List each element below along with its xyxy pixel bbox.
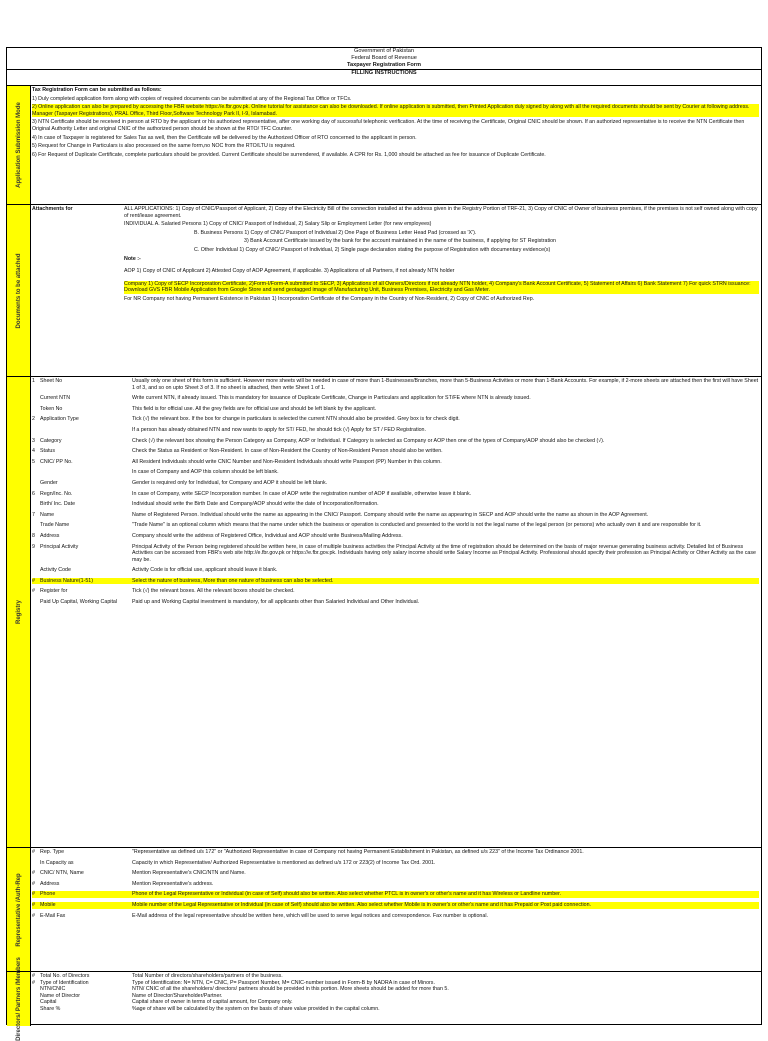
row-number: 2 bbox=[32, 416, 35, 423]
instruction-row bbox=[32, 588, 759, 595]
instruction-row bbox=[32, 993, 759, 1000]
row-number bbox=[32, 860, 40, 867]
row-text: All Resident Individuals should write CNIC Number and Non-Resident Individuals should write Passport (PP) Number in this column. bbox=[132, 458, 442, 465]
row-text: Principal Activity of the Person being registered should be written here, in case of multiple business activities the Principal Activity at the time of registration should be determined on the basis of major revenue generating business activity. Detailed list of Business Activities can be accessed from FBR's web site http://e.fbr.gov.pk or https://e.fbr.gov.pk. Individuals having only salary income should write Salary Income as Principal Activity. Professional should specify their profession as Principal Activity or Other Activity as the case may be. bbox=[132, 543, 756, 563]
row-text: This field is for official use. All the grey fields are for official use and should be left blank by the applicant. bbox=[132, 405, 377, 412]
row-label: Share % bbox=[40, 1005, 61, 1012]
row-number: # bbox=[32, 973, 35, 979]
instruction-row bbox=[32, 395, 759, 402]
instruction-row bbox=[32, 902, 759, 909]
row-text: Mention Representative's CNIC/NTN and Name. bbox=[132, 870, 246, 877]
row-label: Address bbox=[40, 880, 60, 887]
row-text: Mobile number of the Legal Representative or Individual (in case of Self) should also be written. Also select whether Mobile is in owner's or other's name and it has Prepaid or Post paid connection. bbox=[132, 902, 759, 909]
doc-individual-b: B. Business Persons 1) Copy of CNIC/ Passport of Individual 2) One Page of Business Letter Head Pad (crossed as 'X'). bbox=[194, 229, 477, 236]
instruction-row bbox=[32, 860, 759, 867]
instructions-heading: FILLING INSTRUCTIONS bbox=[7, 69, 761, 77]
section-directors bbox=[7, 957, 761, 1041]
row-label: Address bbox=[40, 532, 60, 539]
row-label: CNIC/ PP No. bbox=[40, 458, 73, 465]
instruction-row bbox=[32, 501, 759, 508]
row-label: Total No. of Directors bbox=[40, 973, 90, 979]
row-label: Register for bbox=[40, 588, 68, 595]
instruction-row bbox=[32, 378, 759, 391]
header-line2: Federal Board of Revenue bbox=[351, 55, 417, 61]
row-text: Select the nature of business, More than one nature of business can also be selected. bbox=[132, 578, 759, 585]
row-text: "Trade Name" is an optional column which means that the name under which the business or operation is conducted and presented to the world is not the legal name of the legal person (or persons) who actually own it and are responsible for it. bbox=[132, 522, 702, 529]
row-number: 5 bbox=[32, 458, 35, 465]
row-label: Business Nature(1-51) bbox=[40, 578, 132, 585]
instruction-row bbox=[32, 416, 759, 423]
row-number bbox=[32, 999, 40, 1006]
row-number bbox=[32, 1006, 40, 1013]
row-number bbox=[32, 599, 40, 606]
row-text: "Representative as defined u/s 172" or "Authorized Representative in case of Company not having Permanent Establishment in Pakistan, as defined u/s 223" of the Income Tax Ordinance 2001. bbox=[132, 849, 584, 855]
instruction-row bbox=[32, 522, 759, 529]
row-number: 6 bbox=[32, 490, 35, 497]
row-text: Write current NTN, if already issued. This is mandatory for issuance of Duplicate Certificate, Change in Particulars and application for ST/FE where NTN is already issued. bbox=[132, 395, 531, 402]
row-number: 1 bbox=[32, 378, 35, 384]
row-label: Name bbox=[40, 511, 55, 518]
row-label: NTN/CNIC bbox=[40, 986, 66, 993]
row-text: Activity Code is for official use, applicant should leave it blank. bbox=[132, 567, 278, 574]
row-number bbox=[32, 469, 40, 476]
row-number: # bbox=[32, 849, 35, 855]
row-number bbox=[32, 395, 40, 402]
row-number bbox=[32, 522, 40, 529]
instruction-row bbox=[32, 973, 759, 980]
document-header bbox=[7, 48, 761, 77]
row-number: 4 bbox=[32, 448, 35, 455]
doc-individual-b2: 3) Bank Account Certificate issued by the bank for the account maintained in the name of the business, if applying for ST Registration bbox=[244, 238, 557, 245]
row-text: %age of share will be calculated by the system on the basis of share value provided in the capital column. bbox=[132, 1005, 380, 1012]
section-label-representative: Representative /Auth-Rep bbox=[7, 848, 31, 971]
instruction-row bbox=[32, 533, 759, 540]
row-text: Type of Identification: N= NTN, C= CNIC, P= Passport Number, M= CNIC-number issued in Form-B by NADRA in case of Minors. bbox=[132, 979, 435, 986]
instruction-row bbox=[32, 999, 759, 1006]
row-text: Mention Representative's address. bbox=[132, 880, 214, 887]
row-number: 8 bbox=[32, 532, 35, 539]
row-label: Current NTN bbox=[40, 395, 71, 402]
row-label: Phone bbox=[40, 891, 132, 898]
section-label-application: Application Submission Mode bbox=[7, 86, 31, 204]
application-item-1: 1) Duly completed application form along with copies of required documents can be submitted at any of the Regional Tax Office or TFCs. bbox=[32, 95, 352, 102]
section-documents bbox=[7, 204, 761, 376]
application-item-6: 6) For Request of Duplicate Certificate, complete particulars should be provided. Current Certificate should be surrendered, if available. A CPR for Rs. 1,000 should be attached as fee for issuance of Duplicate Certificate. bbox=[32, 151, 546, 158]
row-text: Capacity in which Representative/ Authorized Representative is mentioned as defined u/s 172 or 223(2) of Income Tax Ord. 2001. bbox=[132, 859, 436, 866]
instruction-row bbox=[32, 544, 759, 564]
row-label bbox=[40, 469, 132, 476]
doc-company: Company 1) Copy of SECP Incorporation Certificate, 2)Form-I/Form-A submitted to SECP, 3) Applications of all Owners/Directors if not already NTN holder, 4) Company's Bank Account Certificate, 5) Statement of Affairs 6) Bank Statement 7) For quick STRN issuance: Download GVS FBR Mobile Application from Google Store and send geotagged image of Manufacturing Unit, Business Premises, Electricity and Gas Meter. bbox=[124, 281, 759, 294]
instruction-row bbox=[32, 469, 759, 476]
row-text: Paid up and Working Capital investment is mandatory, for all applicants other than Salaried Individual and Other Individual. bbox=[132, 599, 420, 606]
instruction-row bbox=[32, 913, 759, 920]
row-number: 9 bbox=[32, 543, 35, 550]
row-label: Status bbox=[40, 448, 56, 455]
row-number: # bbox=[32, 880, 35, 887]
instruction-row bbox=[32, 881, 759, 888]
row-label: Activity Code bbox=[40, 567, 71, 574]
application-item-2: 2) Online application can also be prepared by accessing the FBR website https://e.fbr.gov.pk. Online tutorial for assistance can also be downloaded. If online application is submitted, then Printed Application duly signed by along with all the required documents should be sent by Courier at following address. Manager (Taxpayer Registrations), PRAL Office, Third Floor,Software Technology Park II, I-9, Islamabad. bbox=[32, 104, 759, 117]
form-title: Taxpayer Registration Form bbox=[347, 62, 421, 68]
directors-rows bbox=[32, 973, 759, 1025]
row-label: CNIC/ NTN, Name bbox=[40, 870, 84, 877]
instruction-row bbox=[32, 891, 759, 898]
application-item-4: 4) In case of Taxpayer is registered for Sales Tax as well, then the Certificate will be delivered by the Authorized Officer of RTO concerned to the applicant in person. bbox=[32, 134, 417, 141]
instruction-row bbox=[32, 1006, 759, 1013]
row-label: Paid Up Capital, Working Capital bbox=[40, 599, 118, 606]
row-text: Tick (√) the relevant box. If the box for change in particulars is selected the current NTN should also be provided. Grey box is for check digit. bbox=[132, 416, 460, 423]
row-text: Individual should write the Birth Date and Company/AOP should write the date of Incorporation/formation. bbox=[132, 501, 379, 508]
representative-rows bbox=[32, 849, 759, 970]
row-label: Name of Director bbox=[40, 992, 81, 999]
row-label: In Capacity as bbox=[40, 859, 74, 866]
row-text: Name of Director/Shareholder/Partner. bbox=[132, 992, 223, 999]
instruction-row bbox=[32, 448, 759, 455]
row-text: Tick (√) the relevant boxes. All the relevant boxes should be checked. bbox=[132, 588, 295, 595]
application-intro: Tax Registration Form can be submitted as follows: bbox=[32, 87, 162, 93]
row-number: # bbox=[32, 891, 40, 898]
row-label: Regn/Inc. No. bbox=[40, 490, 73, 497]
instruction-row bbox=[32, 986, 759, 993]
row-text: Gender is required only for Individual, for Company and AOP it should be left blank. bbox=[132, 479, 328, 486]
row-label: Birth/ Inc. Date bbox=[40, 501, 76, 508]
instruction-row bbox=[32, 438, 759, 445]
section-representative bbox=[7, 847, 761, 971]
row-number: # bbox=[32, 578, 40, 585]
instruction-row bbox=[32, 599, 759, 606]
instruction-row bbox=[32, 980, 759, 987]
row-number: # bbox=[32, 912, 35, 919]
instruction-row bbox=[32, 849, 759, 856]
row-text: In case of Company, write SECP Incorporation number. In case of AOP write the registration number of AOP if available, otherwise leave it blank. bbox=[132, 490, 472, 497]
registry-rows bbox=[32, 378, 759, 846]
row-text: Usually only one sheet of this form is sufficient. However more sheets will be needed in case of more than 1-Businesses/Branches, more than 5-Business Activities or more than 1-Bank Accounts. For example, if 2-more sheets are attached then the first will have Sheet 1 of 3, and so on upto Sheet 3 of 3. If no sheet is attached, then write Sheet 1 of 1. bbox=[132, 378, 759, 391]
row-text: Phone of the Legal Representative or Individual (in case of Self) should also be written. Also select whether PTCL is in owner's or other's name and it has Wireless or Landline number. bbox=[132, 891, 759, 898]
row-number: 3 bbox=[32, 437, 35, 444]
row-number: # bbox=[32, 902, 40, 909]
row-label: Application Type bbox=[40, 416, 79, 423]
section-application bbox=[7, 85, 761, 204]
doc-all-applications: ALL APPLICATIONS: 1) Copy of CNIC/Passport of Applicant, 2) Copy of the Electricity Bill of the connection installed at the address given in the Registry Portion of TRF-21, 3) Copy of CNIC of Owner of business premises, if the premises is not self owned along with copy of rent/lease agreement. bbox=[124, 206, 758, 219]
row-number bbox=[32, 480, 40, 487]
row-label: Principal Activity bbox=[40, 543, 79, 550]
row-text: If a person has already obtained NTN and now wants to apply for ST/ FED, he should tick (√) Apply for ST / FED Registration. bbox=[132, 426, 426, 433]
row-label: Token No bbox=[40, 405, 63, 412]
application-item-5: 5) Request for Change in Particulars is also processed on the same form,no NOC from the RTO/LTU is required. bbox=[32, 143, 296, 150]
row-number: # bbox=[32, 870, 35, 877]
doc-note: Note :- bbox=[124, 255, 141, 262]
section-label-documents: Documents to be attached bbox=[7, 205, 31, 376]
row-label bbox=[40, 427, 132, 434]
row-text: Name of Registered Person. Individual should write the name as appearing in the CNIC/ Passport. Company should write the name as appearing in SECP and AOP should write the name as shown in the AOP Agreement. bbox=[132, 511, 649, 518]
row-number bbox=[32, 427, 40, 434]
row-number bbox=[32, 501, 40, 508]
row-label: Mobile bbox=[40, 902, 132, 909]
row-label: Sheet No bbox=[40, 378, 63, 384]
row-text: Check (√) the relevant box showing the Person Category as Company, AOP or Individual. If Category is selected as Company or AOP then one of the types of Company/AOP should also be checked (√). bbox=[132, 437, 605, 444]
instruction-document bbox=[6, 47, 762, 1041]
instruction-row bbox=[32, 567, 759, 574]
instruction-row bbox=[32, 406, 759, 413]
instruction-row bbox=[32, 578, 759, 585]
row-label: Capital bbox=[40, 999, 57, 1006]
doc-nr-company: For NR Company not having Permanent Existence in Pakistan 1) Incorporation Certificate of the Company in the Country of Non-Resident, 2) Copy of CNIC of Authorized Rep. bbox=[124, 295, 535, 302]
row-label: E-Mail Fax bbox=[40, 912, 66, 919]
row-number bbox=[32, 406, 40, 413]
row-text: In case of Company and AOP this column should be left blank. bbox=[132, 469, 279, 476]
row-text: Company should write the address of Registered Office, Individual and AOP should write Business/Mailing Address. bbox=[132, 532, 403, 539]
attachments-label: Attachments for bbox=[32, 206, 73, 212]
instruction-row bbox=[32, 512, 759, 519]
doc-aop: AOP 1) Copy of CNIC of Applicant 2) Attested Copy of AOP Agreement, if applicable. 3) Applications of all Partners, if not already NTN holder bbox=[124, 268, 455, 275]
row-text: Check the Status as Resident or Non-Resident. In case of Non-Resident the Country of Non-Resident Person should also be written. bbox=[132, 448, 443, 455]
instruction-row bbox=[32, 870, 759, 877]
row-text: NTN/ CNIC of all the shareholders/ directors/ partners should be provided in this portion. More sheets should be added for more than 5. bbox=[132, 986, 449, 993]
row-label: Trade Name bbox=[40, 522, 70, 529]
row-label: Gender bbox=[40, 479, 58, 486]
row-number bbox=[32, 567, 40, 574]
instruction-row bbox=[32, 427, 759, 434]
instruction-row bbox=[32, 491, 759, 498]
row-label: Category bbox=[40, 437, 62, 444]
row-label: Type of Identification bbox=[40, 979, 89, 986]
section-registry bbox=[7, 376, 761, 847]
doc-individual-c: C. Other Individual 1) Copy of CNIC/ Passport of Individual, 2) Single page declaration stating the purpose of Registration with documentary evidence(s) bbox=[194, 246, 551, 253]
row-number: # bbox=[32, 588, 35, 595]
row-number bbox=[32, 986, 40, 993]
application-item-3: 3) NTN Certificate should be received in person at RTO by the applicant or his authorized representative, after one working day of successful telephonic verification. At the time of receiving the Certificate, Original CNIC should be shown. If an authorized representative is to receive the NTN Certificate then Original Authority Letter and original CNIC of the authorized person should be shown at the RTO/ TFC Counter. bbox=[32, 119, 745, 132]
header-line1: Government of Pakistan bbox=[353, 48, 414, 54]
doc-individual-a: INDIVIDUAL A. Salaried Persons 1) Copy of CNIC/ Passport of Individual, 2) Salary Slip or Employment Letter (for new employees) bbox=[124, 221, 432, 228]
section-label-directors: Directors/ Partners /Members bbox=[7, 972, 31, 1026]
row-label: Rep. Type bbox=[40, 849, 65, 855]
row-text: Total Number of directors/shareholders/partners of the business. bbox=[132, 973, 283, 979]
section-label-registry: Registry bbox=[7, 377, 31, 847]
row-text: E-Mail address of the legal representative should be written here, which will be used to serve legal notices and correspondence. Fax number is optional. bbox=[132, 912, 488, 919]
row-number: 7 bbox=[32, 511, 35, 518]
instruction-row bbox=[32, 459, 759, 466]
row-number bbox=[32, 993, 40, 1000]
row-number: # bbox=[32, 979, 35, 986]
instruction-row bbox=[32, 480, 759, 487]
row-text: Capital share of owner in terms of capital amount, for Company only. bbox=[132, 999, 293, 1006]
